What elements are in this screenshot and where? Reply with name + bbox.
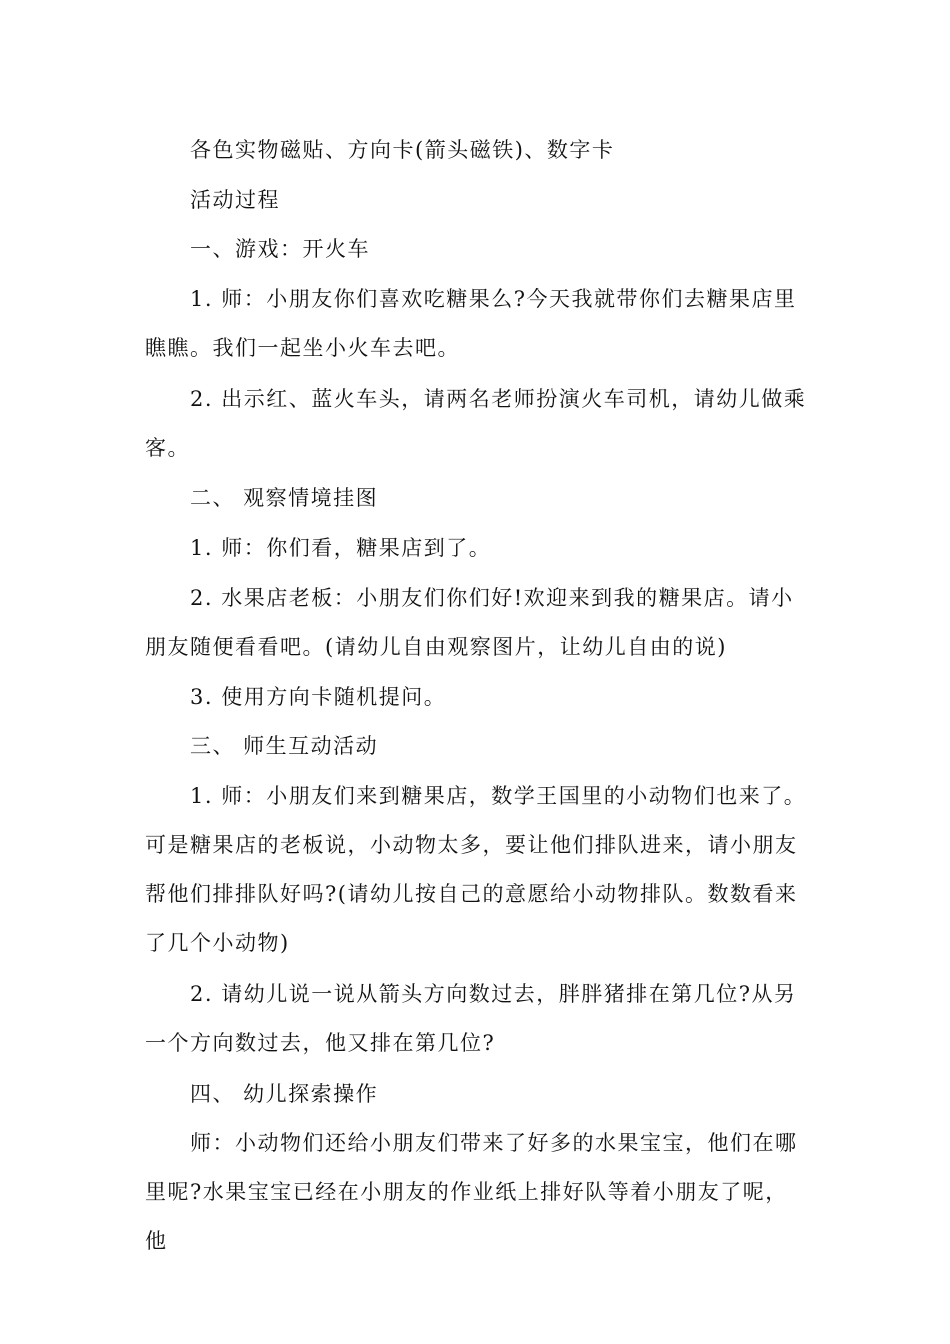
paragraph-1-1: 1. 师：小朋友你们喜欢吃糖果么?今天我就带你们去糖果店里瞧瞧。我们一起坐小火车去吧。 [145,287,797,360]
paragraph-1-2: 2. 出示红、蓝火车头，请两名老师扮演火车司机，请幼儿做乘客。 [145,387,807,460]
section-heading-process: 活动过程 [190,188,280,212]
materials-line: 各色实物磁贴、方向卡(箭头磁铁)、数字卡 [190,138,615,162]
paragraph-3-1: 1. 师：小朋友们来到糖果店，数学王国里的小动物们也来了。可是糖果店的老板说，小动物太多，要让他们排队进来，请小朋友帮他们排排队好吗?(请幼儿按自己的意愿给小动物排队。数数看来了几个小动物) [145,784,807,955]
section-heading-1: 一、游戏：开火车 [190,237,370,261]
section-heading-4: 四、 幼儿探索操作 [190,1082,379,1106]
section-heading-2: 二、 观察情境挂图 [190,486,379,510]
paragraph-2-1: 1. 师：你们看，糖果店到了。 [190,536,492,560]
paragraph-4-1: 师：小动物们还给小朋友们带来了好多的水果宝宝，他们在哪里呢?水果宝宝已经在小朋友的作业纸上排好队等着小朋友了呢，他 [145,1131,798,1253]
section-heading-3: 三、 师生互动活动 [190,734,379,758]
paragraph-2-3: 3. 使用方向卡随机提问。 [190,685,447,709]
paragraph-3-2: 2. 请幼儿说一说从箭头方向数过去，胖胖猪排在第几位?从另一个方向数过去，他又排在第几位? [145,982,797,1055]
paragraph-2-2: 2. 水果店老板：小朋友们你们好!欢迎来到我的糖果店。请小朋友随便看看吧。(请幼儿自由观察图片，让幼儿自由的说) [145,586,794,659]
